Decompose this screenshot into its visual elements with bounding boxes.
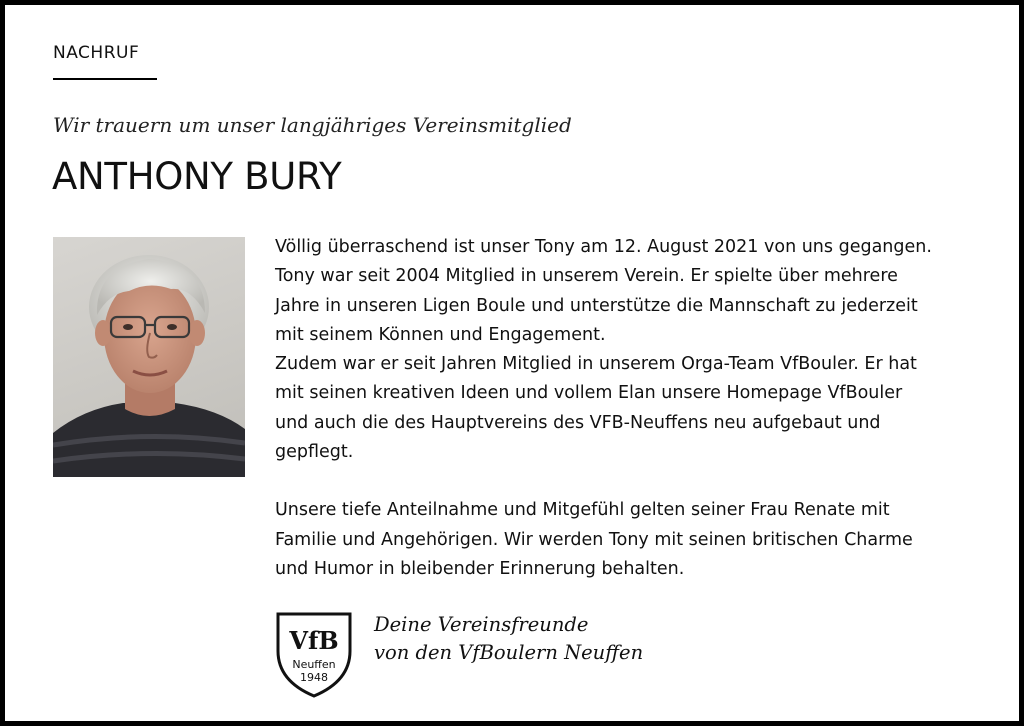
text-line: Familie und Angehörigen. Wir werden Tony mit seinen britischen Charme <box>275 529 913 550</box>
text-line: Zudem war er seit Jahren Mitglied in unserem Orga-Team VfBouler. Er hat <box>275 354 917 375</box>
text-line: und Humor in bleibender Erinnerung behalten. <box>275 558 685 579</box>
portrait-illustration <box>53 237 245 477</box>
intro-line: Wir trauern um unser langjähriges Vereinsmitglied <box>53 113 572 137</box>
text-line: Unsere tiefe Anteilnahme und Mitgefühl gelten seiner Frau Renate mit <box>275 500 890 521</box>
signoff-line: von den VfBoulern Neuffen <box>374 641 644 664</box>
crest-year: 1948 <box>300 671 328 684</box>
text-line: mit seinem Können und Engagement. <box>275 324 606 345</box>
obituary-text <box>275 233 1005 584</box>
signoff-line: Deine Vereinsfreunde <box>374 613 589 636</box>
deceased-name: ANTHONY BURY <box>52 155 342 198</box>
portrait-photo <box>53 237 245 477</box>
text-line: gepflegt. <box>275 442 354 463</box>
text-line: mit seinen kreativen Ideen und vollem Elan unsere Homepage VfBouler <box>275 383 903 404</box>
signoff <box>374 611 643 667</box>
label-underline <box>53 78 157 80</box>
crest-shield-icon <box>275 611 353 699</box>
text-line: Jahre in unseren Ligen Boule und unterstütze die Mannschaft zu jederzeit <box>275 295 918 316</box>
crest-monogram: VfB <box>289 626 339 655</box>
crest-town: Neuffen <box>292 658 336 671</box>
text-line: Tony war seit 2004 Mitglied in unserem Verein. Er spielte über mehrere <box>275 266 898 287</box>
text-line: und auch die des Hauptvereins des VFB-Neuffens neu aufgebaut und <box>275 412 881 433</box>
text-line: Völlig überraschend ist unser Tony am 12. August 2021 von uns gegangen. <box>275 237 932 257</box>
section-label: NACHRUF <box>53 43 140 63</box>
club-crest-logo <box>275 611 353 699</box>
